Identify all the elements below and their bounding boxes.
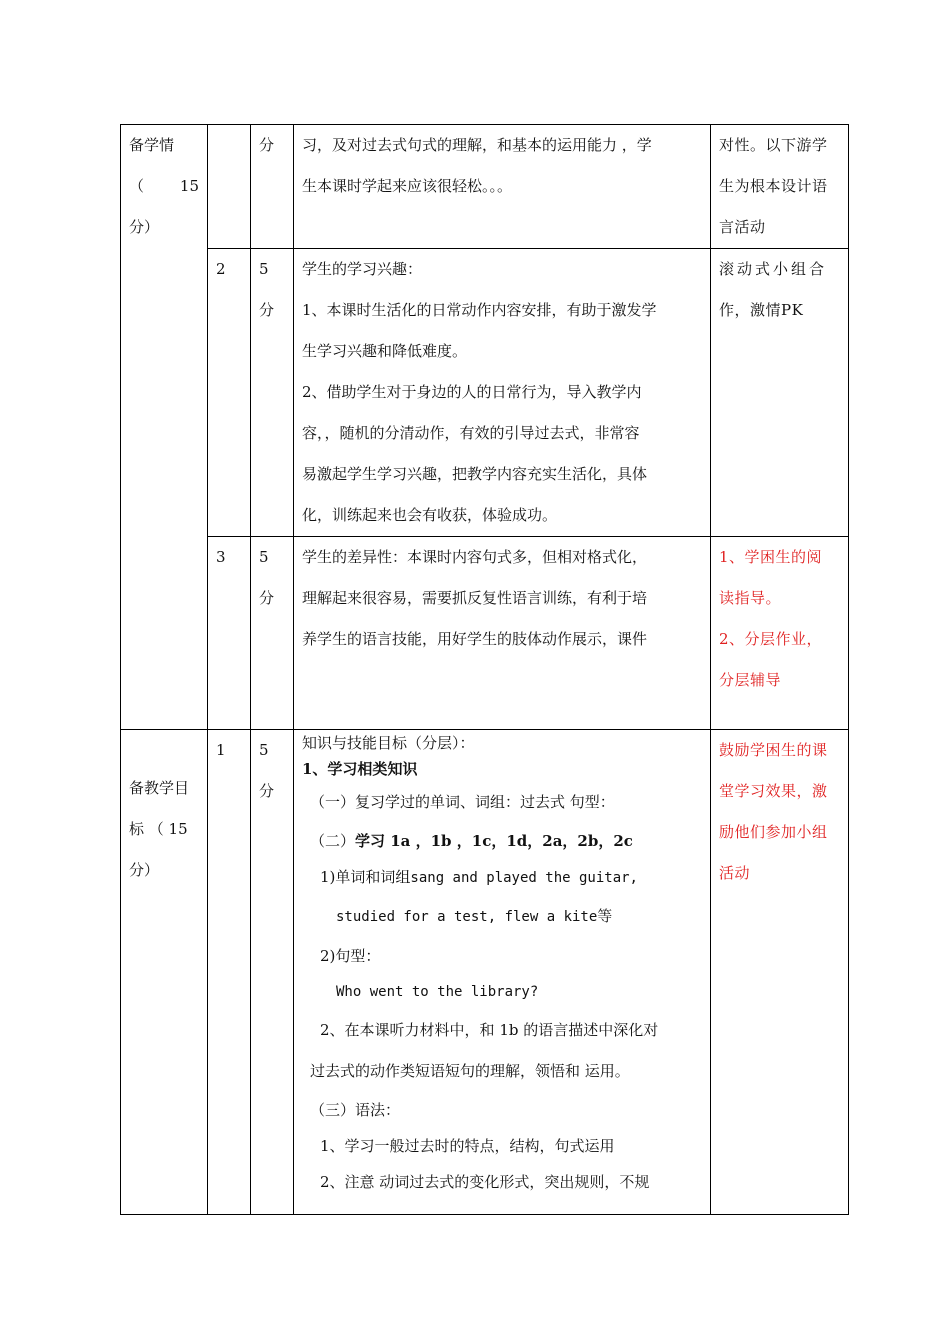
- content-line: 化，训练起来也会有收获，体验成功。: [302, 506, 558, 524]
- minutes-text: 分: [259, 782, 275, 800]
- minutes-text: 5: [259, 548, 269, 566]
- minutes-text: 分: [259, 136, 275, 154]
- note-line: 活动: [719, 864, 751, 882]
- content-line: 容，，随机的分清动作，有效的引导过去式，非常容: [302, 424, 640, 442]
- content-line: 理解起来很容易，需要抓反复性语言训练，有利于培: [302, 589, 648, 607]
- section-label-teaching-goals: [121, 730, 208, 1215]
- section-label-line: 备学情: [129, 136, 175, 154]
- table-row: [121, 730, 849, 1215]
- content-line: 生学习兴趣和降低难度。: [302, 342, 468, 360]
- item-content: [294, 537, 711, 730]
- note-line: 堂学习效果，激: [719, 782, 828, 800]
- note-line: 作，激情PK: [719, 301, 804, 319]
- section-label-line: 标 （ 15: [129, 820, 188, 838]
- section-label-line: 分）: [129, 218, 160, 236]
- content-line: 过去式的动作类短语短句的理解，领悟和 运用。: [310, 1062, 630, 1080]
- content-line: 习，及对过去式句式的理解，和基本的运用能力 ，学: [302, 136, 652, 154]
- content-line: 生本课时学起来应该很轻松。。。: [302, 177, 513, 195]
- content-line: 2)句型：: [320, 947, 381, 965]
- section-label-part: 15: [179, 177, 199, 195]
- content-line: [302, 823, 702, 859]
- content-bold: 学习 1a ，1b ，1c，1d，2a，2b，2c: [355, 832, 633, 850]
- content-line: 养学生的语言技能，用好学生的肢体动作展示，课件: [302, 630, 648, 648]
- note-line: 言活动: [719, 218, 766, 236]
- section-label-line: [129, 166, 199, 207]
- note-line: 滚动式小组合: [719, 260, 828, 278]
- content-prefix: （二）: [310, 832, 356, 850]
- content-line: 易激起学生学习兴趣，把教学内容充实生活化，具体: [302, 465, 648, 483]
- item-note: [711, 125, 849, 249]
- content-line: 1、学习一般过去时的特点，结构，句式运用: [320, 1137, 615, 1155]
- content-part: sang and played the guitar,: [410, 870, 638, 886]
- minutes-text: 5: [259, 260, 269, 278]
- note-line: 分层辅导: [719, 671, 782, 689]
- item-content: [294, 125, 711, 249]
- item-minutes: [251, 537, 294, 730]
- content-line: 2、借助学生对于身边的人的日常行为，导入教学内: [302, 383, 642, 401]
- item-note: [711, 537, 849, 730]
- note-line: 鼓励学困生的课: [719, 741, 828, 759]
- lesson-plan-table: [120, 124, 849, 1215]
- content-part: 1)单词和词组: [320, 868, 411, 886]
- content-line: 学生的学习兴趣：: [302, 260, 423, 278]
- content-line: 学生的差异性：本课时内容句式多，但相对格式化，: [302, 548, 648, 566]
- item-note: [711, 249, 849, 537]
- table-row: [121, 537, 849, 730]
- note-line: 1、学困生的阅: [719, 548, 823, 566]
- content-heading: 知识与技能目标（分层）：: [302, 734, 475, 752]
- item-number: 1: [208, 730, 251, 1215]
- content-subheading: 1、学习相类知识: [302, 760, 418, 778]
- content-line: [302, 896, 702, 938]
- content-part: 等: [597, 907, 613, 925]
- note-line: 读指导。: [719, 589, 782, 607]
- minutes-text: 5: [259, 741, 269, 759]
- minutes-text: 分: [259, 589, 275, 607]
- content-line: Who went to the library?: [336, 984, 539, 1000]
- table-row: [121, 249, 849, 537]
- content-line: （三）语法：: [310, 1101, 401, 1119]
- section-label-line: 备教学目: [129, 779, 190, 797]
- note-line: 励他们参加小组: [719, 823, 828, 841]
- content-line: （一）复习学过的单词、词组：过去式 句型：: [310, 793, 615, 811]
- section-label-part: （: [129, 177, 145, 195]
- item-minutes: [251, 125, 294, 249]
- section-label-learning-situation: [121, 125, 208, 730]
- minutes-text: 分: [259, 301, 275, 319]
- item-number: 2: [208, 249, 251, 537]
- item-note: [711, 730, 849, 1215]
- item-content: [294, 249, 711, 537]
- item-number: [208, 125, 251, 249]
- note-line: 2、分层作业，: [719, 630, 823, 648]
- content-line: [302, 859, 702, 896]
- table-row: [121, 125, 849, 249]
- note-line: 对性。以下游学: [719, 136, 828, 154]
- note-line: 生为根本设计语: [719, 177, 828, 195]
- content-part: studied for a test, flew a kite: [336, 909, 598, 925]
- item-minutes: [251, 730, 294, 1215]
- content-line: 1、本课时生活化的日常动作内容安排，有助于激发学: [302, 301, 657, 319]
- item-content: [294, 730, 711, 1215]
- content-line: 2、在本课听力材料中，和 1b 的语言描述中深化对: [320, 1021, 659, 1039]
- content-line: 2、注意 动词过去式的变化形式，突出规则，不规: [320, 1173, 650, 1191]
- item-minutes: [251, 249, 294, 537]
- section-label-line: 分）: [129, 861, 160, 879]
- item-number: 3: [208, 537, 251, 730]
